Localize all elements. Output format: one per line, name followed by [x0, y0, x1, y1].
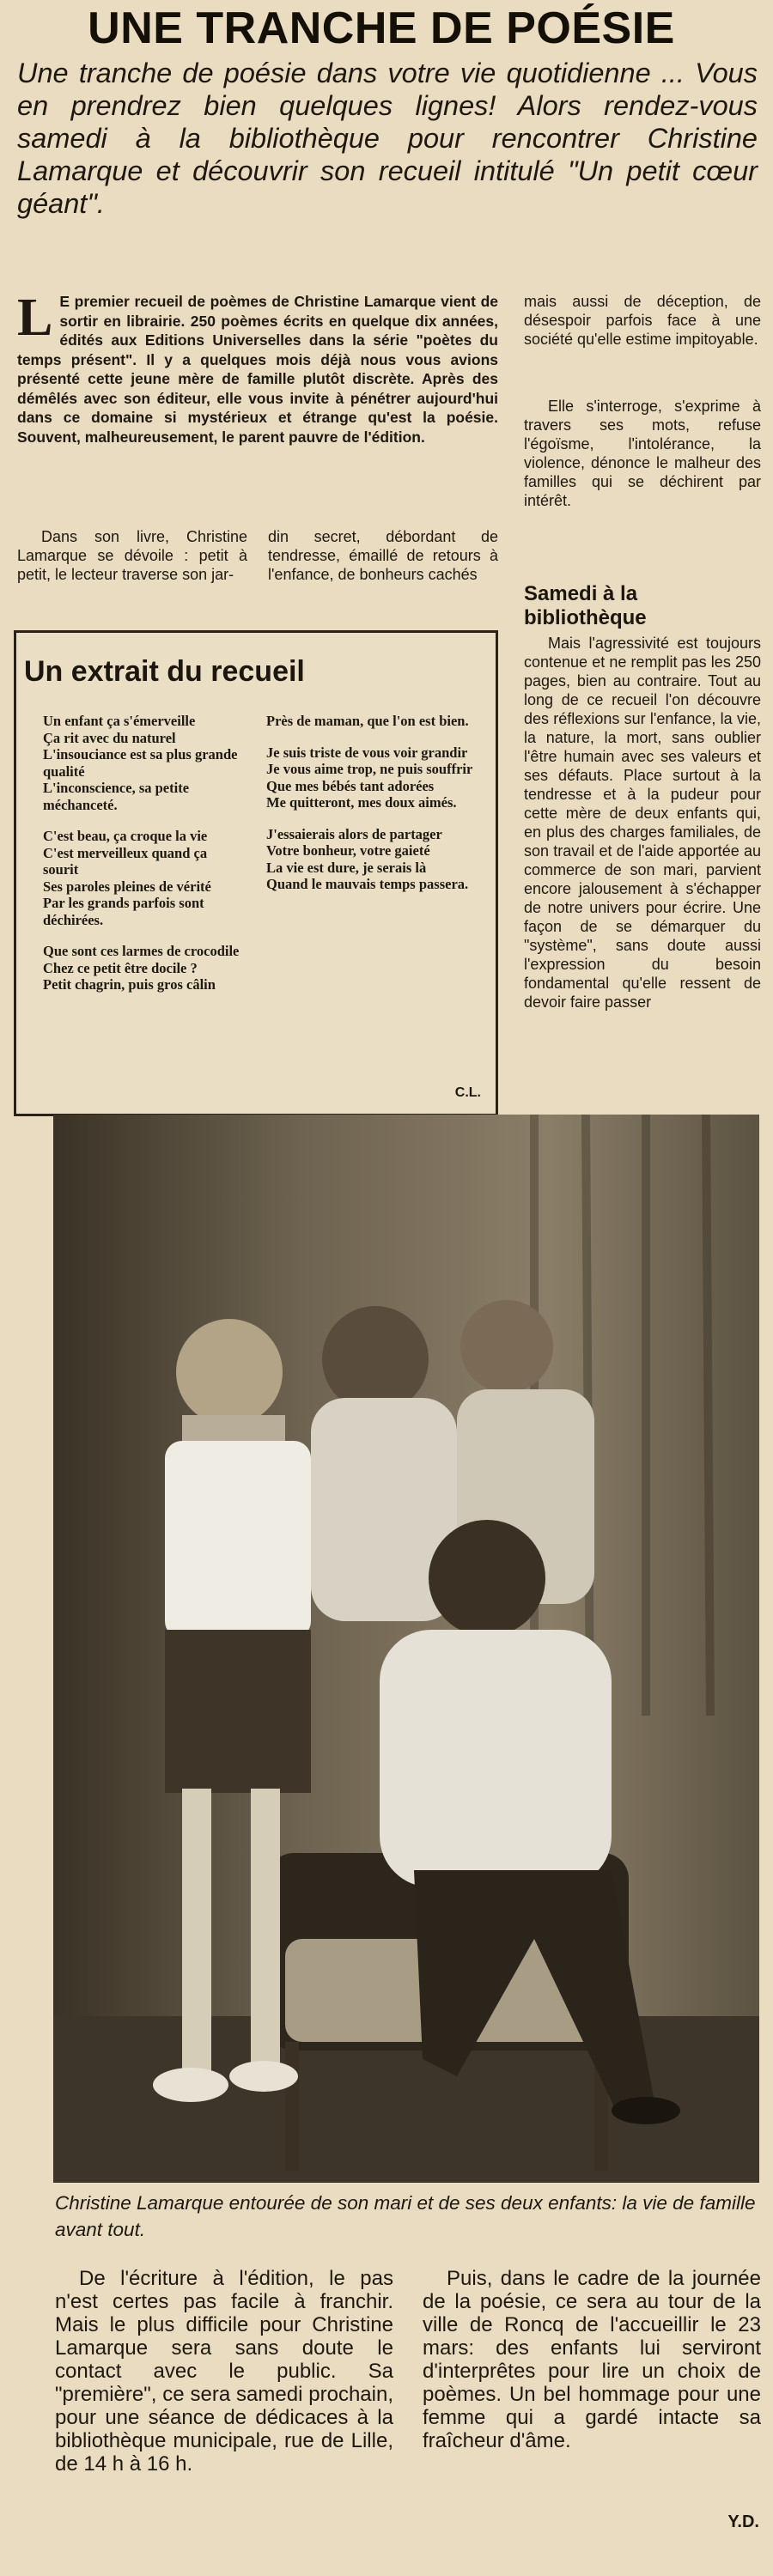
- poem-stanza: C'est beau, ça croque la vie C'est merveilleux quand ça sourit Ses paroles pleines de vérité Par les grands parfois sont déchirées.: [43, 828, 211, 928]
- body-column-1: Dans son livre, Christine Lamarque se dévoile : petit à petit, le lecteur traverse son jar-: [17, 528, 247, 583]
- excerpt-signature: C.L.: [454, 1085, 481, 1100]
- closing-column-2: Puis, dans le cadre de la journée de la poésie, ce sera au tour de la ville de Roncq de l'accueillir le 23 mars: des enfants lui serviront d'interprêtes pour lire un choix de poèmes. Un bel hommage pour une femme qui a gardé intacte sa fraîcheur d'âme.: [423, 2267, 761, 2452]
- family-photo: [53, 1115, 759, 2183]
- poem-stanza: Que sont ces larmes de crocodile Chez ce petit être docile ? Petit chagrin, puis gros câlin: [43, 943, 240, 993]
- section-subhead: Samedi à la bibliothèque: [524, 582, 647, 629]
- photo-caption: Christine Lamarque entourée de son mari et de ses deux enfants: la vie de famille avant tout.: [55, 2192, 756, 2240]
- poem-stanza: J'essaierais alors de partager Votre bonheur, votre gaieté La vie est dure, je serais là Quand le mauvais temps passera.: [266, 825, 469, 892]
- closing-column-1: De l'écriture à l'édition, le pas n'est certes pas facile à franchir. Mais le plus difficile pour Christine Lamarque sera sans doute le contact avec le public. Sa "première", ce sera samedi prochain, pour une séance de dédicaces à la bibliothèque municipale, rue de Lille, de 14 h à 16 h.: [55, 2267, 393, 2476]
- poem-stanza: Un enfant ça s'émerveille Ça rit avec du naturel L'insouciance est sa plus grande qualité L'inconscience, sa petite méchanceté.: [43, 713, 238, 813]
- poem-left-column: [43, 713, 242, 1091]
- lead-paragraph: Une tranche de poésie dans votre vie quotidienne ... Vous en prendrez bien quelques lignes! Alors rendez-vous samedi à la bibliothèque pour rencontrer Christine Lamarque et découvrir son recueil intitulé "Un petit cœur géant".: [17, 58, 758, 219]
- excerpt-title: Un extrait du recueil: [24, 655, 305, 688]
- intro-paragraph: [17, 289, 498, 507]
- poem-stanza: Près de maman, que l'on est bien.: [266, 713, 469, 729]
- intro-text: E premier recueil de poèmes de Christine Lamarque vient de sortir en librairie. 250 poèmes écrits en quelque dix années, édités aux Editions Universelles dans la série "poètes du temps présent". Il y a quelques mois déjà nous vous avions présenté cette jeune mère de famille plutôt discrète. Après des démêlés avec son éditeur, elle vous invite à pénétrer aujourd'hui dans ce domaine si mystérieux et étrange qu'est la poésie. Souvent, malheureusement, le parent pauvre de l'édition.: [17, 293, 498, 446]
- poem-stanza: Je suis triste de vous voir grandir Je vous aime trop, ne puis souffrir Que mes bébés tant adorées Me quitteront, mes doux aimés.: [266, 744, 473, 811]
- family-photo-illustration: [53, 1115, 759, 2183]
- body-column-2: din secret, débordant de tendresse, émaillé de retours à l'enfance, de bonheurs cachés: [268, 528, 498, 583]
- right-column-part-2: Elle s'interroge, s'exprime à travers ses mots, refuse l'égoïsme, l'intolérance, la violence, dénonce le malheur des familles qui se déchirent par intérêt.: [524, 398, 761, 509]
- right-column-part-1: mais aussi de déception, de désespoir parfois face à une société qu'elle estime impitoyable.: [524, 293, 761, 348]
- poem-right-column: [266, 713, 481, 1082]
- author-signature: Y.D.: [727, 2512, 759, 2531]
- right-column-part-3: Mais l'agressivité est toujours contenue et ne remplit pas les 250 pages, bien au contraire. Tout au long de ce recueil l'on découvre des réflexions sur l'enfance, la vie, la nature, la mort, sans oublier l'être humain avec ses valeurs et ses défauts. Place surtout à la tendresse et à la pudeur pour cette mère de deux enfants qui, en plus des charges familiales, de son travail et de l'aide apportée au commerce de son mari, parvient encore jalousement à s'échapper de notre univers pour écrire. Une façon de se démarquer du "système", sans doute aussi l'expression du besoin fondamental qu'elle ressent de devoir faire passer: [524, 635, 761, 1011]
- drop-cap: L: [17, 289, 53, 347]
- headline: UNE TRANCHE DE POÉSIE: [88, 3, 675, 53]
